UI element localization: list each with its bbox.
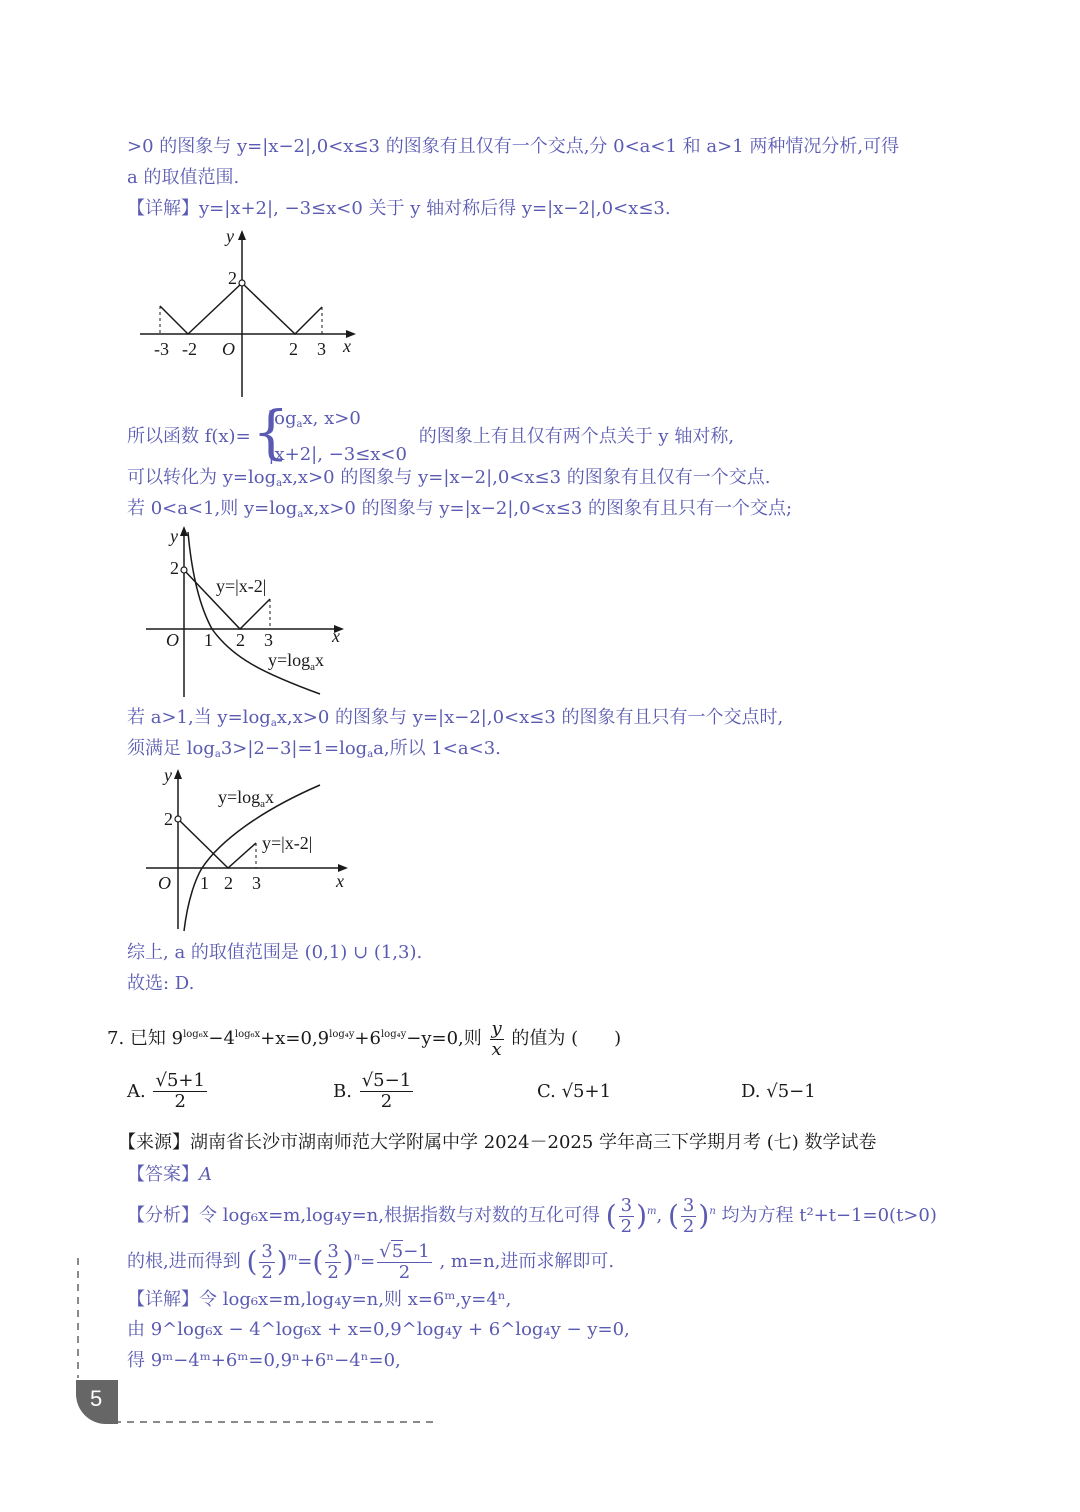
text-line-2: a 的取值范围. — [127, 167, 240, 188]
fig3-tick-2: 2 — [224, 873, 233, 893]
fig2-tick-2: 2 — [236, 630, 245, 650]
fig1-tick-m3: -3 — [154, 339, 169, 359]
analysis-line-1: 【分析】令 log₆x=m,log₄y=n,根据指数与对数的互化可得 ( $\frac{3}{2}$ )$^m$, ( $\frac{3}{2}$ )$^n$ 均为方程 t²+t−1=0(t>0) — [127, 1194, 937, 1237]
analysis-text-2-tail: , m=n,进而求解即可. — [439, 1251, 615, 1272]
q7-b: +x=0,9 — [260, 1028, 330, 1049]
text-line-10: 故选: D. — [127, 973, 195, 994]
case-1-tail: x, x>0 — [302, 408, 361, 429]
fig1-tick-3: 3 — [317, 339, 326, 359]
q7-sup3: log₄y — [329, 1029, 355, 1040]
answer-tag: 【答案】 — [127, 1164, 199, 1185]
option-a[interactable]: A. $\frac{√5+1}{2}$ — [127, 1070, 205, 1112]
fig2-abs-label: y=|x-2| — [216, 576, 267, 596]
fig1-y-label: y — [226, 226, 234, 246]
text-line-8: 须满足 $\log_a3>|2-3|=1=\log_aa$,所以 1<a<3. — [127, 738, 501, 760]
fig2-x-label: x — [332, 626, 340, 646]
option-d[interactable]: D. √5−1 — [741, 1081, 816, 1102]
fig1-tick-2: 2 — [289, 339, 298, 359]
option-b[interactable]: B. $\frac{√5-1}{2}$ — [333, 1070, 412, 1112]
l5-b: x,x>0 的图象与 y=|x−2|,0<x≤3 的图象有且仅有一个交点. — [282, 467, 771, 488]
q7-sup2: log₆x — [234, 1029, 261, 1040]
text-line-1: >0 的图象与 y=|x−2|,0<x≤3 的图象有且仅有一个交点,分 0<a<1 和 a>1 两种情况分析,可得 — [127, 136, 900, 157]
analysis-line-2: 的根,进而得到 ( $\frac{3}{2}$ )$^m$=( $\frac{3}{2}$ )$^n$= $\frac{√5-1}{2}$ , m=n,进而求解即可. — [127, 1240, 615, 1283]
l7-b: x,x>0 的图象与 y=|x−2|,0<x≤3 的图象有且只有一个交点时, — [276, 707, 784, 728]
text-line-9: 综上, a 的取值范围是 (0,1) ∪ (1,3). — [127, 942, 423, 963]
text-line-5: 可以转化为 $y=\log_ax,x>0$ 的图象与 y=|x−2|,0<x≤3 的图象有且仅有一个交点. — [127, 467, 771, 489]
piecewise-pre: 所以函数 f(x)= — [127, 426, 251, 447]
source-line: 【来源】湖南省长沙市湖南师范大学附属中学 2024－2025 学年高三下学期月考 (七) 数学试卷 — [118, 1132, 877, 1153]
fig2-tick-3: 3 — [264, 630, 273, 650]
detail-text: y=|x+2|, −3≤x<0 关于 y 轴对称后得 y=|x−2|,0<x≤3. — [199, 198, 671, 219]
l7-a: 若 a>1,当 y=log — [127, 707, 271, 728]
fig1-tick-m2: -2 — [182, 339, 197, 359]
analysis-text-1-tail: 均为方程 t²+t−1=0(t>0) — [721, 1205, 937, 1226]
analysis-text-1: 令 log₆x=m,log₄y=n,根据指数与对数的互化可得 — [199, 1205, 600, 1226]
text-line-6: 若 0<a<1,则 $y=\log_ax,x>0$ 的图象与 y=|x−2|,0<x≤3 的图象有且只有一个交点; — [127, 498, 793, 520]
fig3-log-label: $y=\log_ax$ — [218, 787, 275, 810]
fig2-y-label: y — [170, 526, 178, 546]
fig3-tick-2y: 2 — [164, 809, 173, 829]
analysis-tag: 【分析】 — [127, 1205, 199, 1226]
text-line-7: 若 a>1,当 $y=\log_ax,x>0$ 的图象与 y=|x−2|,0<x≤3 的图象有且只有一个交点时, — [127, 707, 784, 729]
detail-line-3: 得 9ᵐ−4ᵐ+6ᵐ=0,9ⁿ+6ⁿ−4ⁿ=0, — [127, 1350, 401, 1371]
detail2-tag: 【详解】 — [127, 1289, 199, 1310]
fig3-y-label: y — [164, 765, 172, 785]
fig1-tick-2y: 2 — [228, 268, 237, 288]
question-7 — [107, 1018, 621, 1062]
detail-line-2: 由 9^log₆x − 4^log₆x + x=0,9^log₄y + 6^log₄y − y=0, — [127, 1319, 630, 1340]
q7-sup1: log₆x — [183, 1029, 209, 1040]
analysis-text-2: 的根,进而得到 — [127, 1251, 241, 1272]
l6-a: 若 0<a<1,则 y=log — [127, 498, 298, 519]
case-1-log: log — [268, 408, 297, 429]
l6-b: x,x>0 的图象与 y=|x−2|,0<x≤3 的图象有且只有一个交点; — [303, 498, 793, 519]
fig1-origin: O — [222, 339, 235, 359]
l8-a: 须满足 log — [127, 738, 215, 759]
q7-pre: 7. 已知 9 — [107, 1028, 184, 1049]
l5-a: 可以转化为 y=log — [127, 467, 277, 488]
q7-end: 的值为 ( ) — [511, 1028, 622, 1049]
l8-c: a,所以 1<a<3. — [373, 738, 501, 759]
fig2-tick-2y: 2 — [170, 558, 179, 578]
q7-fraction: $\frac{y}{x}$ — [491, 1017, 502, 1060]
case-1-sub: a — [296, 419, 303, 430]
fig2-origin: O — [166, 630, 179, 650]
figure-3-log-increasing — [140, 763, 360, 935]
q7-c: +6 — [354, 1028, 381, 1049]
fig3-origin: O — [158, 873, 171, 893]
q7-d: −y=0,则 — [406, 1028, 482, 1049]
q7-sup4: log₄y — [380, 1029, 407, 1040]
piecewise-cases — [256, 404, 407, 470]
figure-1-abs-graph — [140, 222, 370, 400]
q7-a: −4 — [208, 1028, 235, 1049]
option-c[interactable]: C. √5+1 — [537, 1081, 612, 1102]
fig3-tick-1: 1 — [200, 873, 209, 893]
fig2-tick-1: 1 — [204, 630, 213, 650]
fig3-abs-label: y=|x-2| — [262, 833, 313, 853]
fig3-x-label: x — [336, 871, 344, 891]
detail-tag: 【详解】 — [127, 198, 199, 219]
case-2: |x+2|, −3≤x<0 — [268, 444, 407, 465]
fig1-x-label: x — [343, 336, 351, 356]
fig3-tick-3: 3 — [252, 873, 261, 893]
fig2-log-label: $y=\log_ax$ — [268, 650, 325, 673]
page-number: 5 — [90, 1386, 103, 1411]
answer-line — [127, 1163, 212, 1187]
piecewise-post: 的图象上有且仅有两个点关于 y 轴对称, — [418, 426, 735, 447]
answer-value: A — [199, 1164, 212, 1185]
detail-line — [127, 197, 671, 221]
piecewise-line — [127, 404, 734, 464]
l8-b: 3>|2−3|=1=log — [220, 738, 368, 759]
figure-2-log-decreasing — [140, 522, 360, 702]
page-corner-dashes — [70, 1258, 440, 1428]
detail2-text: 令 log₆x=m,log₄y=n,则 x=6ᵐ,y=4ⁿ, — [199, 1289, 512, 1310]
